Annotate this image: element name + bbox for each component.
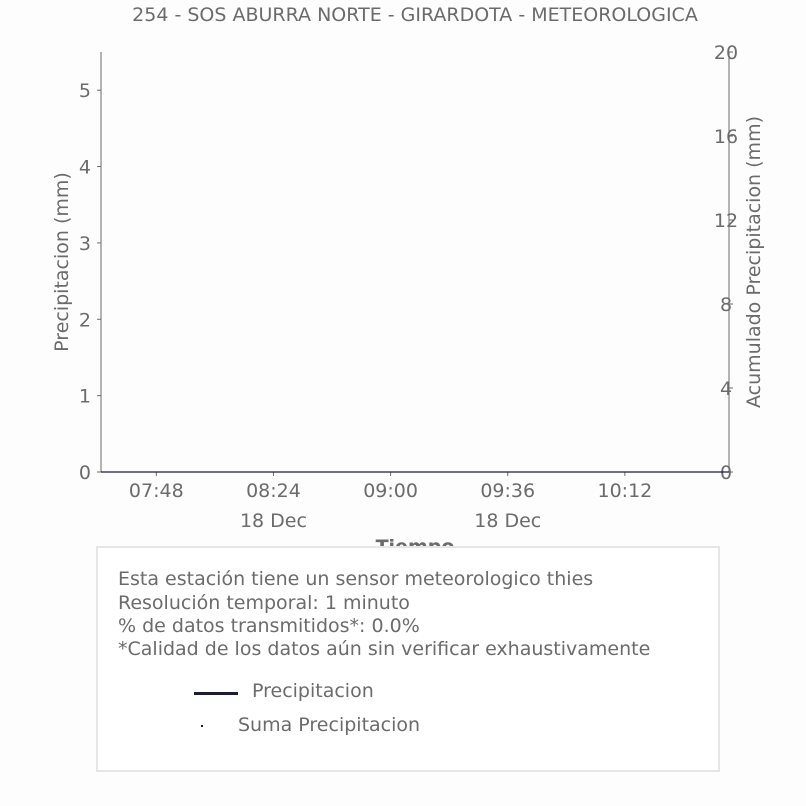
info-resolution-text: Resolución temporal: 1 minuto	[118, 592, 410, 614]
info-box	[96, 546, 720, 772]
x-tick-label: 09:00	[363, 480, 418, 502]
x-tick-label: 09:36	[480, 480, 536, 502]
y2-tick-label: 4	[719, 378, 733, 400]
y2-tick-label: 12	[713, 210, 739, 232]
y-tick-label: 0	[78, 462, 91, 484]
info-quality-text: *Calidad de los datos aún sin verificar exhaustivamente	[118, 638, 651, 660]
y-tick-label: 5	[78, 80, 91, 103]
info-transmitted-text: % de datos transmitidos*: 0.0%	[118, 615, 420, 637]
info-sensor-text: Esta estación tiene un sensor meteorologico thies	[118, 568, 594, 590]
y2-tick-label: 0	[719, 462, 733, 484]
y2-axis-label: Acumulado Precipitacion (mm)	[743, 116, 765, 408]
y-tick-label: 1	[78, 385, 91, 408]
y-axis-label: Precipitacion (mm)	[51, 172, 73, 352]
legend-label-precipitacion: Precipitacion	[252, 680, 374, 702]
y2-tick-label: 20	[713, 42, 739, 64]
legend-label-suma: Suma Precipitacion	[238, 714, 421, 736]
y-tick-label: 2	[78, 309, 91, 332]
legend-dot-marker	[201, 725, 203, 727]
y-tick-label: 4	[78, 156, 91, 179]
x-tick-label: 07:48	[128, 480, 184, 502]
chart-ticks	[79, 42, 738, 532]
x-tick-date-label: 18 Dec	[239, 510, 307, 532]
chart-title: 254 - SOS ABURRA NORTE - GIRARDOTA - METEOROLOGICA	[132, 4, 698, 26]
chart-axes	[101, 52, 729, 472]
legend-line-marker	[194, 692, 238, 695]
y2-tick-label: 8	[719, 294, 733, 316]
y-tick-label: 3	[78, 232, 91, 255]
y2-tick-label: 16	[713, 126, 739, 148]
x-tick-label: 08:24	[246, 480, 301, 502]
x-tick-label: 10:12	[597, 480, 653, 502]
x-tick-date-label: 18 Dec	[474, 510, 542, 532]
